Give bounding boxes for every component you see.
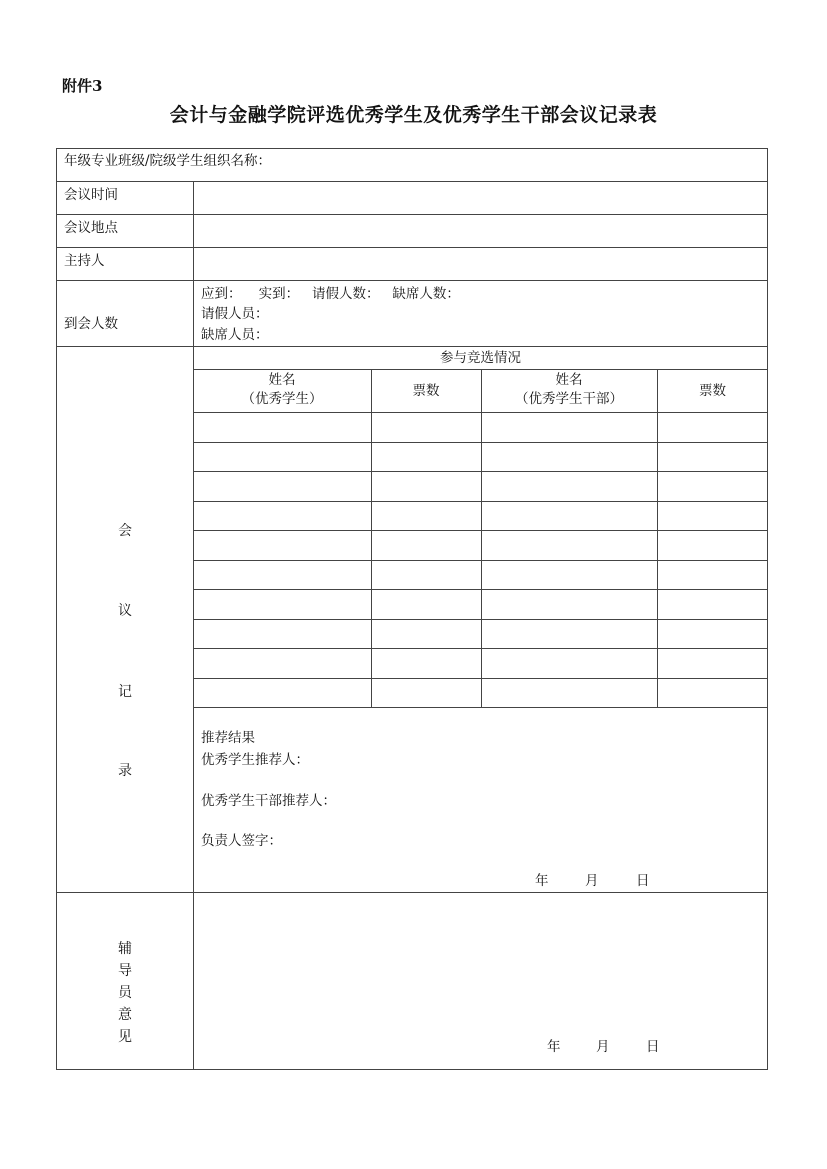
candidate-table-cell[interactable] [373, 473, 479, 499]
candidate-table-cell[interactable] [483, 562, 655, 588]
signature-label: 负责人签字： [201, 833, 282, 849]
attendance-counts: 应到： 实到： 请假人数： 缺席人数： [201, 286, 460, 302]
counselor-side-char: 意 [118, 1007, 132, 1023]
candidate-table-cell[interactable] [373, 591, 479, 617]
candidate-table-cell[interactable] [659, 473, 766, 499]
counselor-date-year: 年 [547, 1039, 561, 1055]
candidate-table-cell[interactable] [483, 503, 655, 529]
column-divider [657, 369, 658, 707]
candidate-table-cell[interactable] [659, 562, 766, 588]
record-side-char: 记 [118, 684, 132, 700]
candidate-table-cell[interactable] [373, 532, 479, 558]
candidate-table-cell[interactable] [373, 621, 479, 647]
date-day: 日 [636, 873, 650, 889]
record-side-char: 录 [118, 763, 132, 779]
result-heading: 推荐结果 [201, 730, 255, 746]
counselor-side-char: 见 [118, 1029, 132, 1045]
candidate-table-cell[interactable] [483, 680, 655, 706]
candidate-table-cell[interactable] [373, 680, 479, 706]
attendance-label: 到会人数 [64, 316, 118, 332]
candidate-table-cell[interactable] [373, 503, 479, 529]
candidate-table-cell[interactable] [373, 650, 479, 676]
meeting-place-label: 会议地点 [64, 220, 118, 236]
meeting-time-field[interactable] [195, 183, 766, 213]
col-header-subtext: （优秀学生） [241, 391, 323, 407]
row-divider [56, 346, 768, 347]
host-field[interactable] [195, 249, 766, 279]
row-divider [56, 247, 768, 248]
candidate-table-cell[interactable] [195, 650, 369, 676]
candidate-table-cell[interactable] [195, 621, 369, 647]
col-header-text: 姓名 [268, 372, 296, 388]
leave-persons-label: 请假人员： [201, 306, 269, 322]
col-header-subtext: （优秀学生干部） [515, 391, 623, 407]
candidacy-section-header: 参与竞选情况 [440, 350, 521, 366]
counselor-date-month: 月 [596, 1039, 610, 1055]
candidate-table-cell[interactable] [659, 503, 766, 529]
col-header-student-name [193, 371, 371, 409]
meeting-place-field[interactable] [195, 216, 766, 246]
counselor-date-day: 日 [646, 1039, 660, 1055]
candidate-table-cell[interactable] [195, 414, 369, 440]
org-name-label: 年级专业班级/院级学生组织名称： [64, 153, 272, 169]
counselor-side-char: 导 [118, 963, 132, 979]
candidate-table-cell[interactable] [195, 503, 369, 529]
attachment-label: 附件3 [62, 77, 103, 95]
grid-bottom [193, 707, 768, 708]
row-divider [56, 181, 768, 182]
absent-persons-label: 缺席人员： [201, 327, 269, 343]
candidate-table-cell[interactable] [483, 473, 655, 499]
counselor-side-char: 员 [118, 985, 132, 1001]
col-header-cadre-name [481, 371, 657, 409]
candidate-table-cell[interactable] [483, 414, 655, 440]
row-divider [56, 214, 768, 215]
date-year: 年 [535, 873, 549, 889]
candidate-table-cell[interactable] [483, 444, 655, 470]
col-header-votes: 票数 [699, 383, 726, 399]
org-name-field[interactable] [330, 150, 760, 178]
candidate-table-cell[interactable] [483, 591, 655, 617]
candidate-table-cell[interactable] [373, 414, 479, 440]
candidate-table-cell[interactable] [195, 680, 369, 706]
date-month: 月 [585, 873, 599, 889]
candidate-table-cell[interactable] [195, 444, 369, 470]
candidate-table-cell[interactable] [659, 591, 766, 617]
candidate-table-cell[interactable] [373, 562, 479, 588]
cadre-recommend-label: 优秀学生干部推荐人： [201, 793, 336, 809]
candidate-table-cell[interactable] [483, 621, 655, 647]
candidate-table-cell[interactable] [195, 591, 369, 617]
label-column-divider [193, 181, 194, 1070]
record-side-char: 议 [118, 603, 132, 619]
meeting-time-label: 会议时间 [64, 187, 118, 203]
col-header-text: 姓名 [555, 372, 583, 388]
counselor-side-char: 辅 [118, 941, 132, 957]
candidate-table-cell[interactable] [195, 562, 369, 588]
row-divider [56, 280, 768, 281]
candidate-table-cell[interactable] [659, 680, 766, 706]
student-recommend-label: 优秀学生推荐人： [201, 752, 309, 768]
candidate-table-cell[interactable] [373, 444, 479, 470]
counselor-opinion-field[interactable] [195, 894, 766, 1024]
candidate-table-cell[interactable] [483, 532, 655, 558]
candidate-table-cell[interactable] [483, 650, 655, 676]
record-side-char: 会 [118, 523, 132, 539]
col-header-votes: 票数 [412, 383, 440, 399]
form-title: 会计与金融学院评选优秀学生及优秀学生干部会议记录表 [169, 104, 658, 126]
column-divider [481, 369, 482, 707]
candidate-table-cell[interactable] [195, 532, 369, 558]
candidate-table-cell[interactable] [659, 414, 766, 440]
row-divider [56, 892, 768, 893]
host-label: 主持人 [64, 253, 105, 269]
candidate-table-cell[interactable] [195, 473, 369, 499]
column-divider [371, 369, 372, 707]
candidate-table-cell[interactable] [659, 621, 766, 647]
candidate-table-cell[interactable] [659, 444, 766, 470]
candidate-table-cell[interactable] [659, 650, 766, 676]
candidate-table-cell[interactable] [659, 532, 766, 558]
